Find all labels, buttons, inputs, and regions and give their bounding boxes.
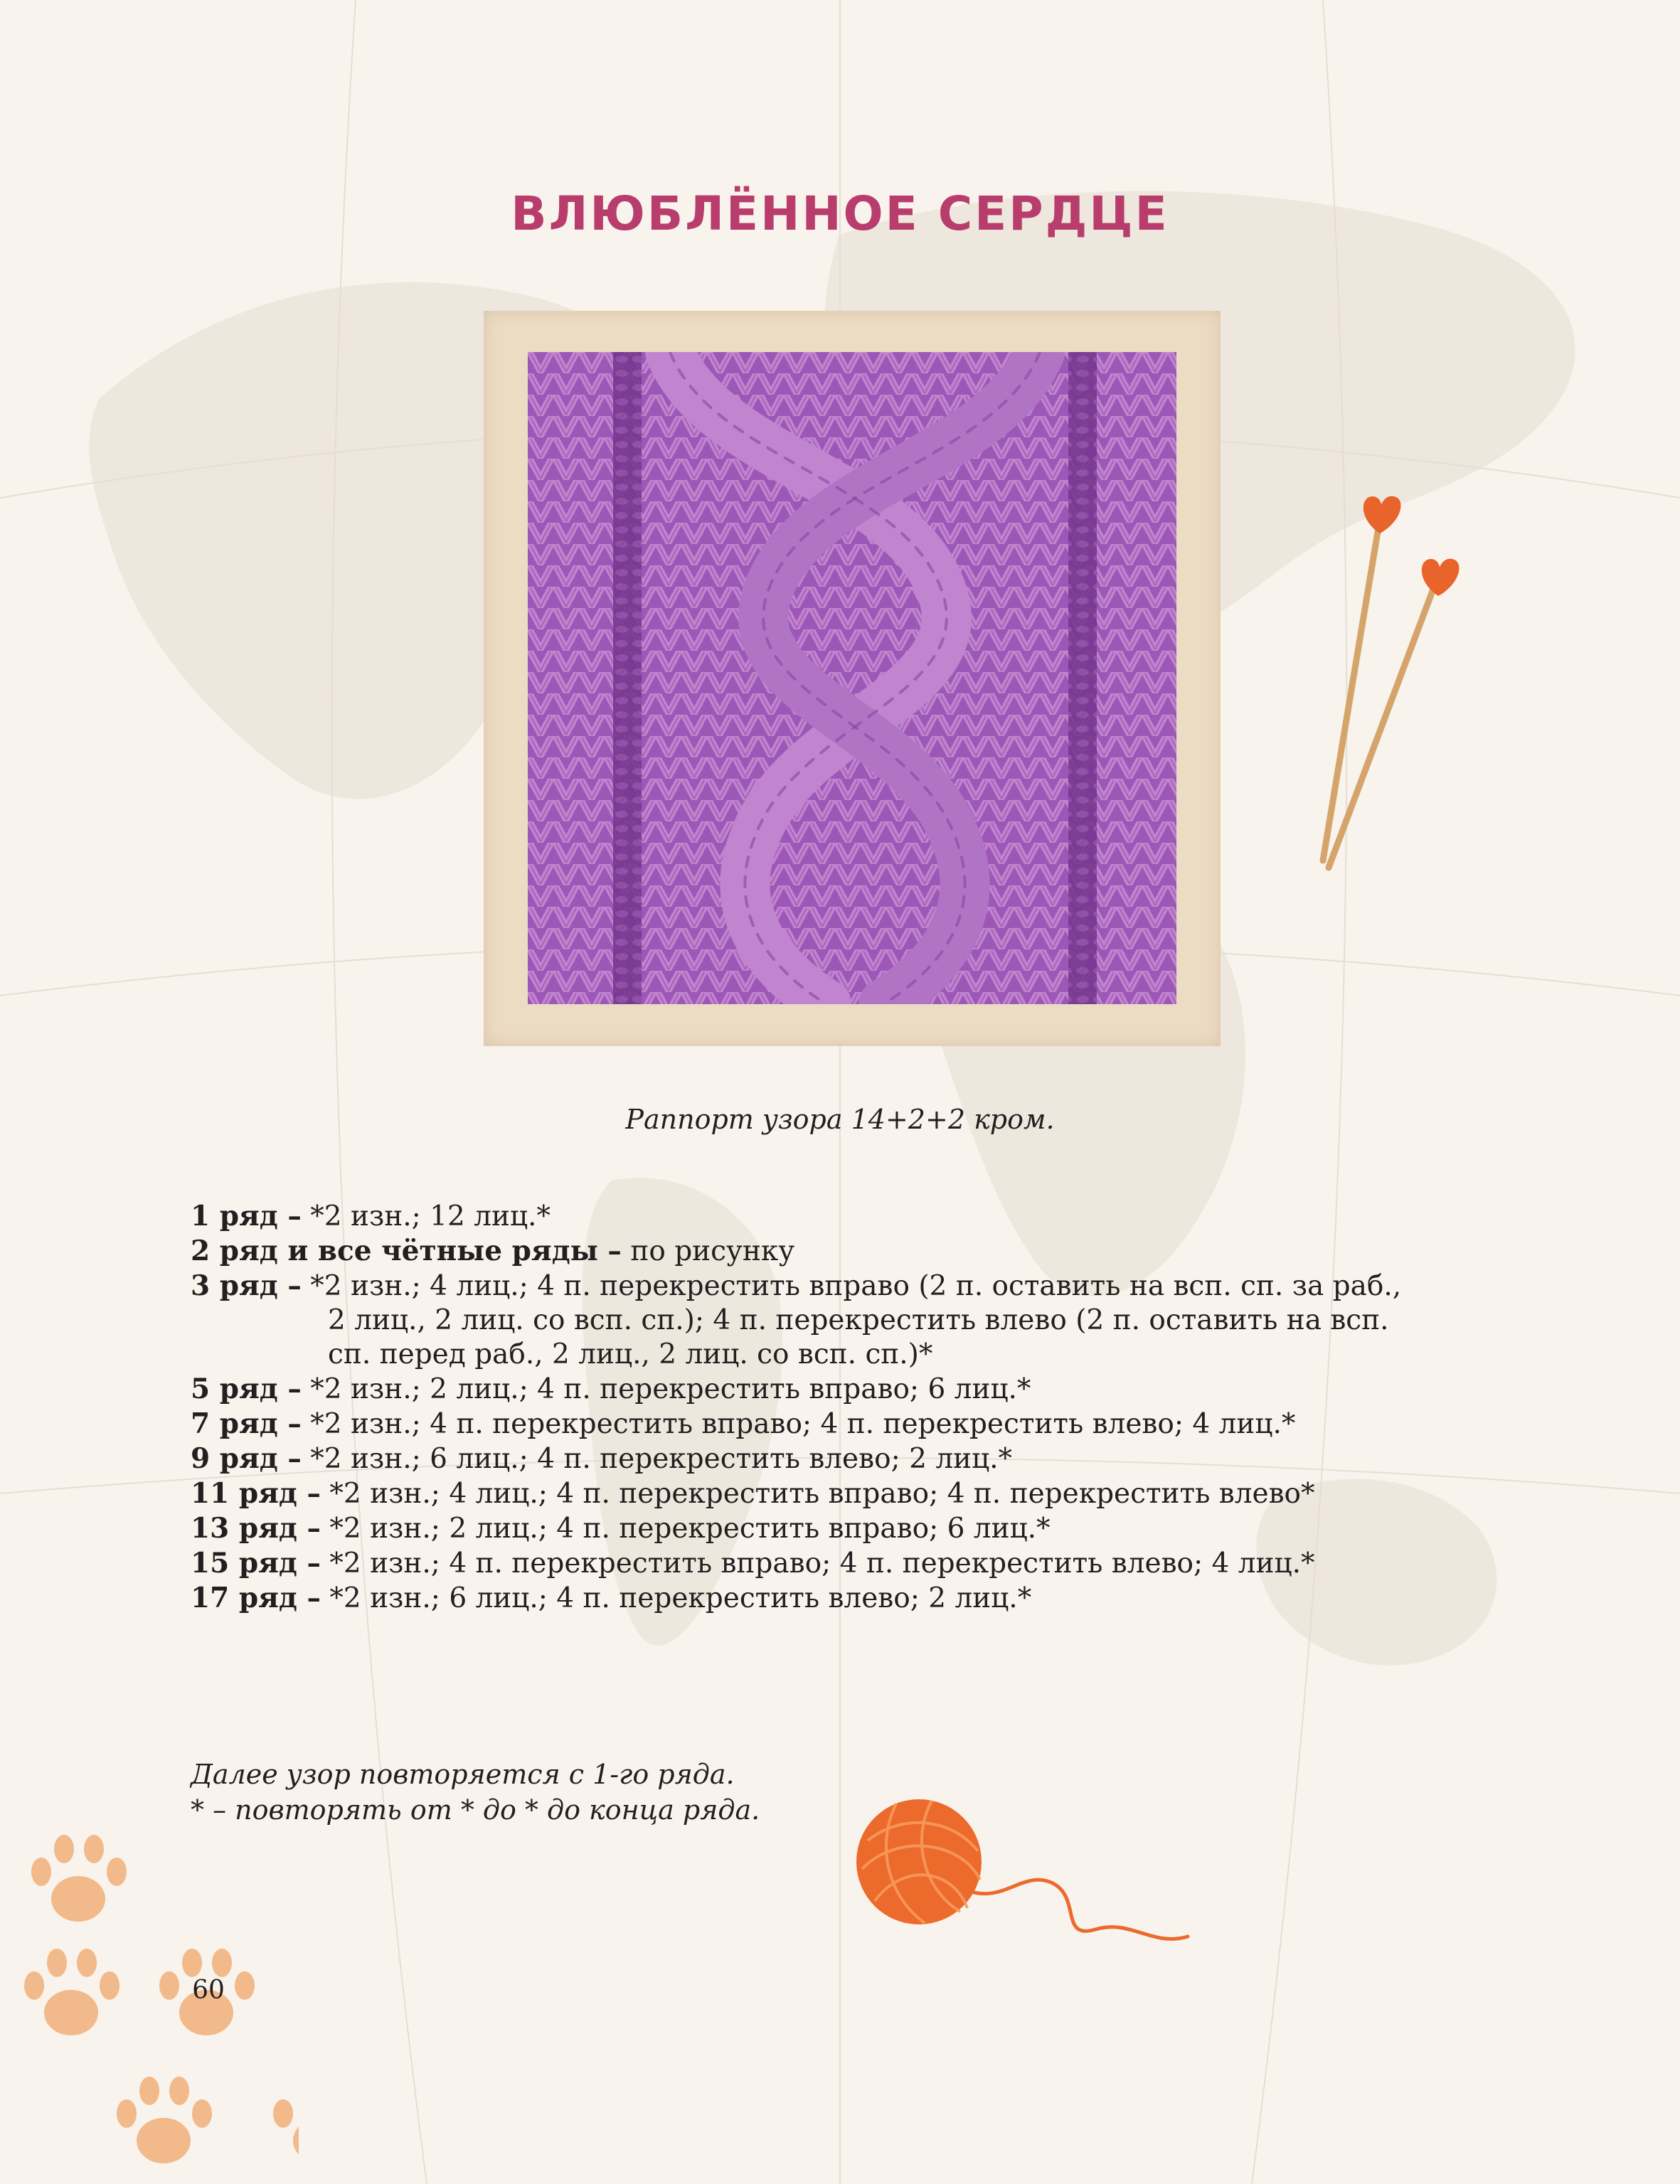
row-continuation: 2 лиц., 2 лиц. со всп. сп.); 4 п. перекрестить влево (2 п. оставить на всп. bbox=[328, 1304, 1389, 1336]
row-text: *2 изн.; 2 лиц.; 4 п. перекрестить вправо; 6 лиц.* bbox=[321, 1513, 1051, 1545]
instruction-row-7 bbox=[191, 1407, 1471, 1442]
row-label: 9 ряд – bbox=[191, 1442, 302, 1475]
row-text: *2 изн.; 2 лиц.; 4 п. перекрестить вправо; 6 лиц.* bbox=[301, 1373, 1031, 1405]
row-text: *2 изн.; 4 п. перекрестить вправо; 4 п. перекрестить влево; 4 лиц.* bbox=[321, 1548, 1315, 1580]
instruction-row-1 bbox=[191, 1199, 1471, 1234]
row-label: 2 ряд и все чётные ряды – bbox=[191, 1235, 622, 1267]
asterisk-note: * – повторять от * до * до конца ряда. bbox=[191, 1794, 760, 1826]
instruction-row-17 bbox=[191, 1581, 1471, 1616]
row-label: 17 ряд – bbox=[191, 1582, 321, 1614]
row-label: 3 ряд – bbox=[191, 1269, 302, 1302]
instruction-row-3 bbox=[191, 1269, 1471, 1304]
page-number: 60 bbox=[192, 1976, 225, 2005]
row-label: 7 ряд – bbox=[191, 1407, 302, 1440]
row-label: 1 ряд – bbox=[191, 1200, 302, 1232]
row-text: *2 изн.; 6 лиц.; 4 п. перекрестить влево; 2 лиц.* bbox=[301, 1443, 1013, 1475]
row-label: 13 ряд – bbox=[191, 1512, 321, 1545]
row-label: 11 ряд – bbox=[191, 1477, 321, 1510]
row-text: *2 изн.; 4 п. перекрестить вправо; 4 п. перекрестить влево; 4 лиц.* bbox=[301, 1408, 1296, 1440]
row-text: *2 изн.; 6 лиц.; 4 п. перекрестить влево; 2 лиц.* bbox=[321, 1582, 1032, 1614]
row-continuation: сп. перед раб., 2 лиц., 2 лиц. со всп. сп.)* bbox=[328, 1338, 933, 1370]
repeat-note: Далее узор повторяется с 1-го ряда. bbox=[191, 1759, 735, 1790]
paw-prints-icon bbox=[0, 1792, 299, 2184]
row-text: *2 изн.; 4 лиц.; 4 п. перекрестить вправо; 4 п. перекрестить влево* bbox=[321, 1478, 1315, 1510]
instruction-row-9 bbox=[191, 1442, 1471, 1476]
instruction-row-11 bbox=[191, 1476, 1471, 1511]
row-label: 5 ряд – bbox=[191, 1373, 302, 1405]
knitted-cable-swatch-image bbox=[528, 352, 1176, 1004]
row-text: *2 изн.; 4 лиц.; 4 п. перекрестить вправо (2 п. оставить на всп. сп. за раб., bbox=[301, 1270, 1402, 1302]
instruction-row-13 bbox=[191, 1511, 1471, 1546]
row-instructions bbox=[191, 1199, 1471, 1616]
page-title: ВЛЮБЛЁННОЕ СЕРДЦЕ bbox=[511, 186, 1169, 241]
instruction-row-15 bbox=[191, 1546, 1471, 1581]
yarn-ball-icon bbox=[846, 1784, 1202, 1961]
knitting-needles-icon bbox=[1302, 484, 1479, 882]
pattern-repeat-caption: Раппорт узора 14+2+2 кром. bbox=[625, 1104, 1055, 1135]
row-label: 15 ряд – bbox=[191, 1547, 321, 1580]
row-text: по рисунку bbox=[621, 1235, 795, 1267]
instruction-row-5 bbox=[191, 1372, 1471, 1407]
row-text: *2 изн.; 12 лиц.* bbox=[301, 1200, 551, 1232]
instruction-row-2 bbox=[191, 1234, 1471, 1269]
